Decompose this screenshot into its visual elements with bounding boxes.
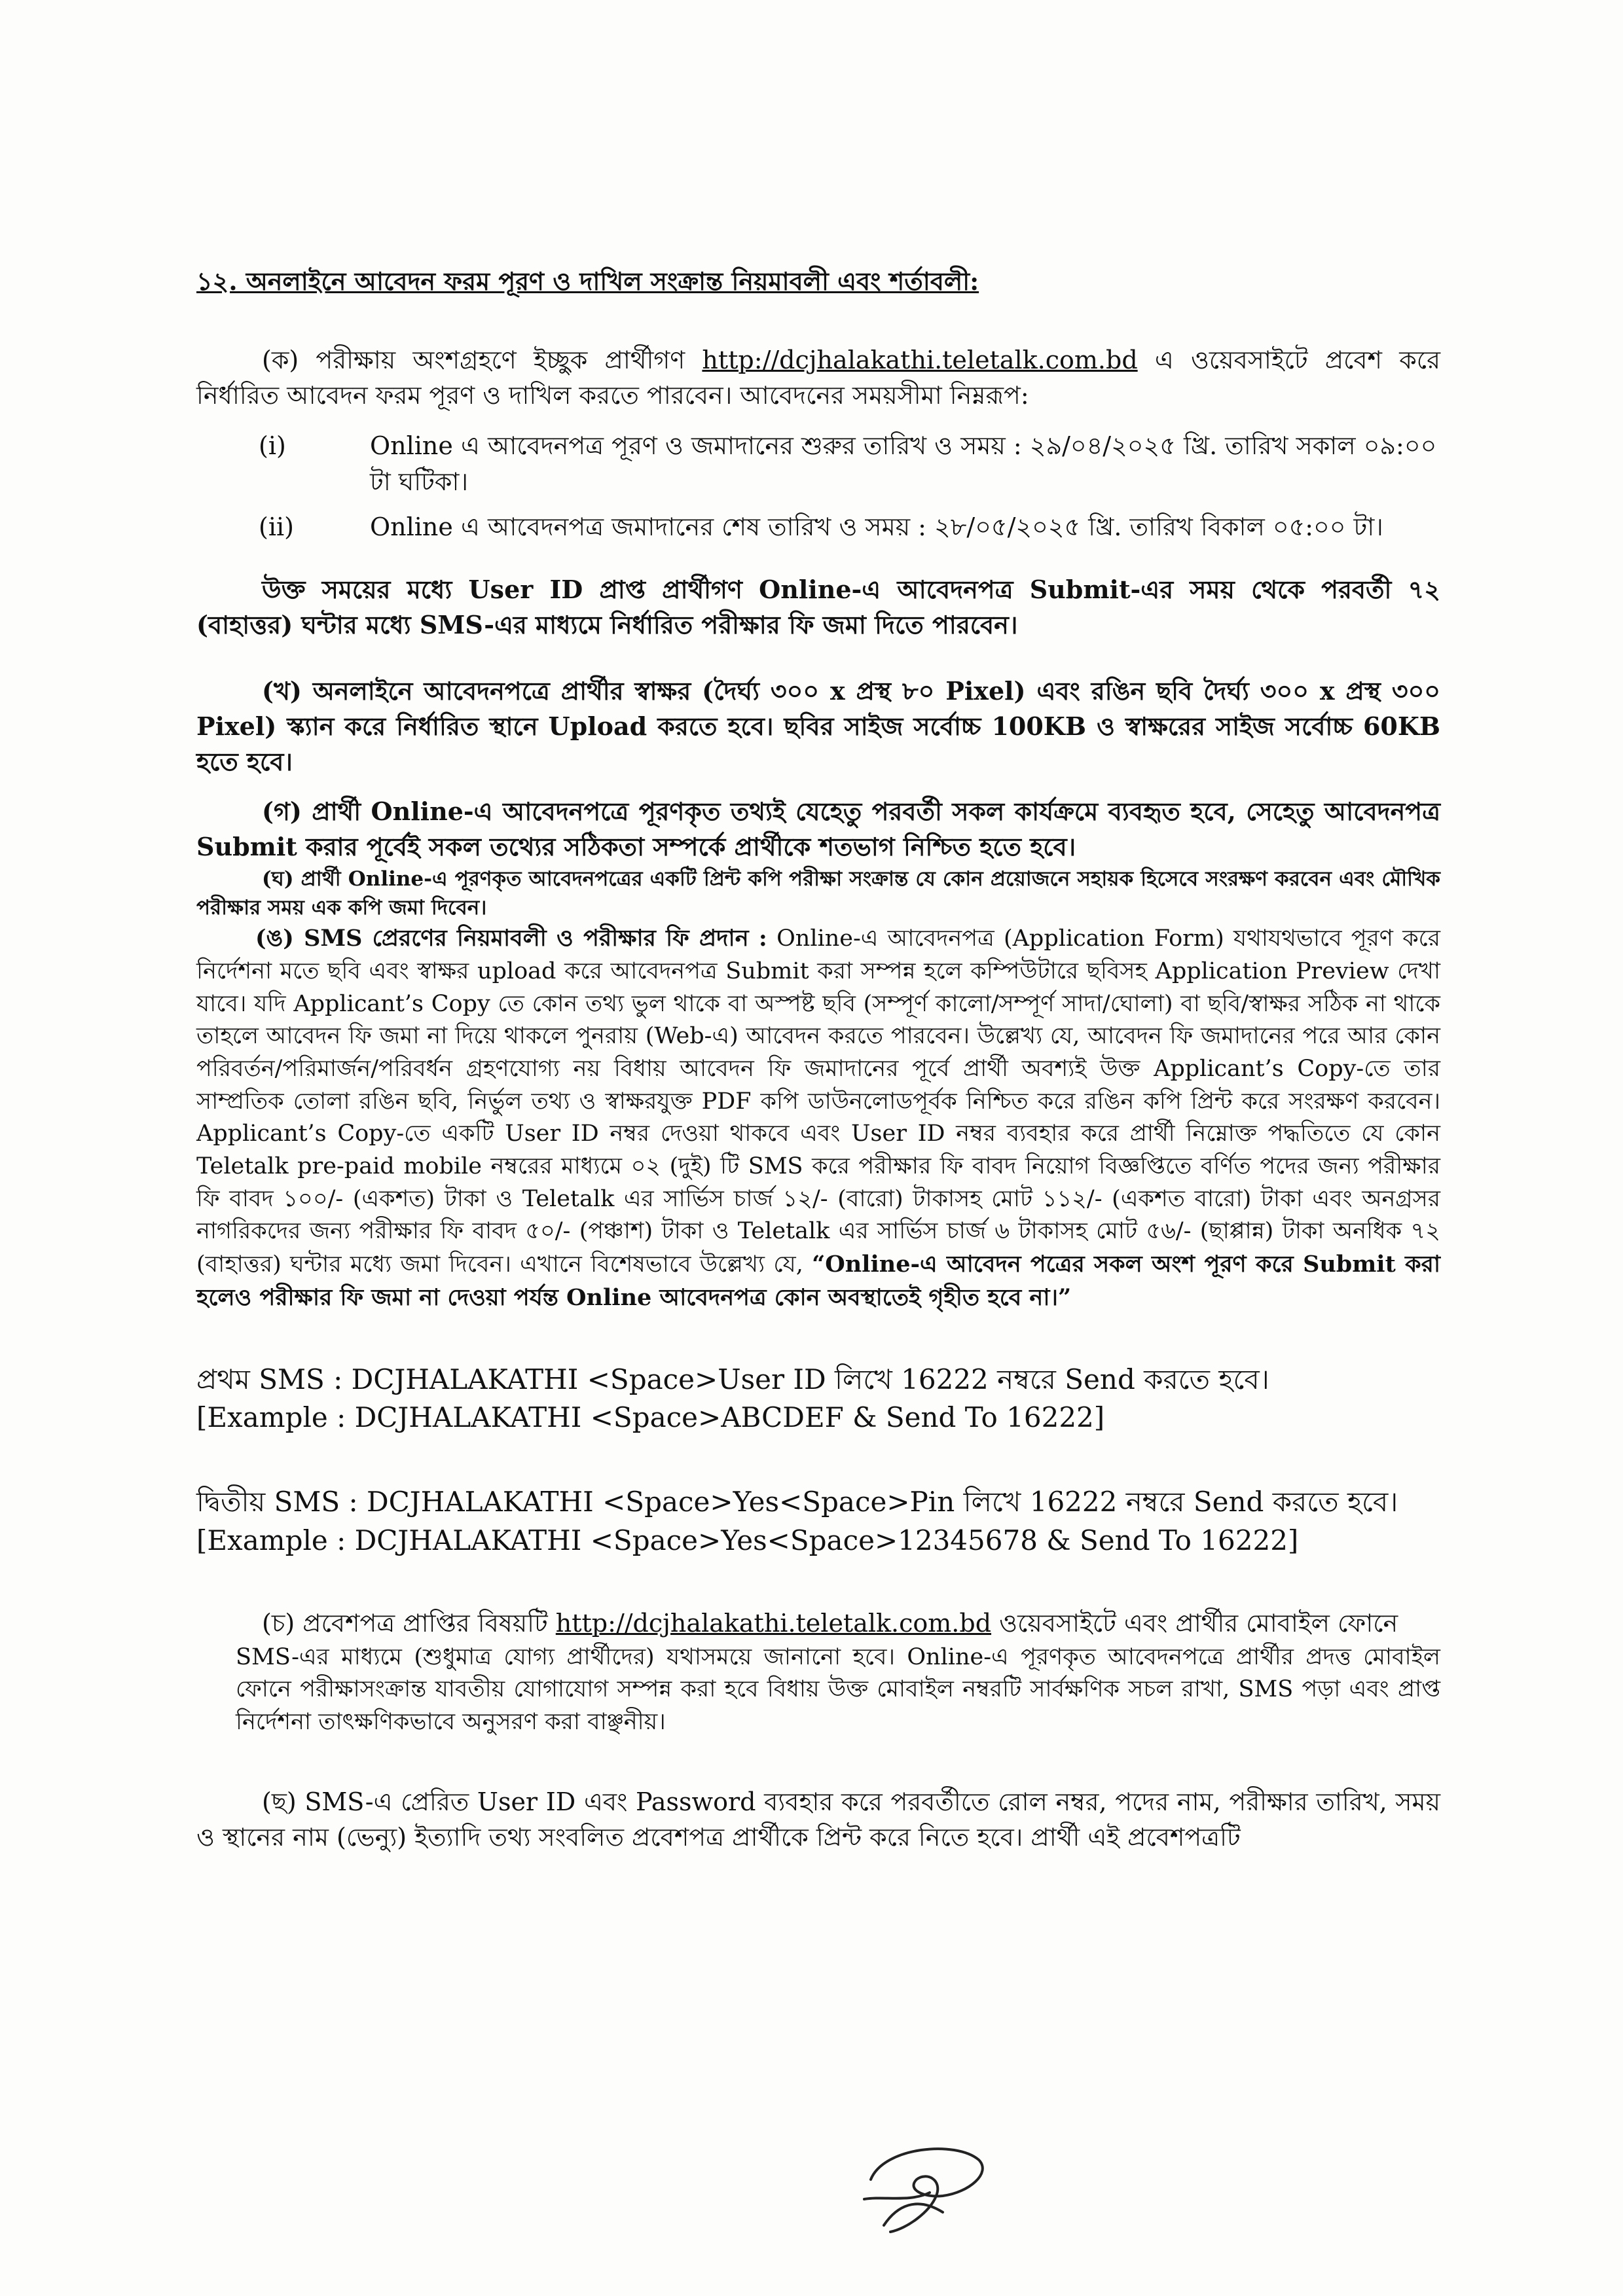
paragraph-cha-body: SMS-এর মাধ্যমে (শুধুমাত্র যোগ্য প্রার্থীদের) যথাসময়ে জানানো হবে। Online-এ পূরণকৃত আবেদনপত্রে প্রার্থীর প্রদত্ত মোবাইল ফোনে পরীক্ষাসংক্রান্ত যাবতীয় যোগাযোগ সম্পন্ন করা হবে বিধায় উক্ত মোবাইল নম্বরটি সার্বক্ষণিক সচল রাখা, SMS পড়া এবং প্রাপ্ত নির্দেশনা তাৎক্ষণিকভাবে অনুসরণ করা বাঞ্ছনীয়।: [236, 1643, 1440, 1736]
document-body: [196, 265, 1440, 1856]
second-sms-instruction: দ্বিতীয় SMS : DCJHALAKATHI <Space>Yes<Space>Pin লিখে 16222 নম্বরে Send করতে হবে।: [196, 1486, 1398, 1518]
paragraph-cha-suffix: ওয়েবসাইটে এবং প্রার্থীর মোবাইল ফোনে: [999, 1608, 1398, 1638]
paragraph-cha-prefix: (চ) প্রবেশপত্র প্রাপ্তির বিষয়টি: [262, 1608, 548, 1638]
website-link[interactable]: http://dcjhalakathi.teletalk.com.bd: [702, 346, 1138, 375]
schedule-item-text: Online এ আবেদনপত্র পূরণ ও জমাদানের শুরুর তারিখ ও সময় : ২৯/০৪/২০২৫ খ্রি. তারিখ সকাল ০৯:০০ টা ঘটিকা।: [370, 431, 1437, 497]
paragraph-uma-quote: “Online-এ আবেদন পত্রের সকল অংশ পূরণ করে Submit করা হলেও পরীক্ষার ফি জমা না দেওয়া পর্যন্ত Online আবেদনপত্র কোন অবস্থাতেই গৃহীত হবে না।”: [196, 1251, 1440, 1311]
schedule-item-number: (i): [259, 431, 286, 461]
paragraph-kha: (খ) অনলাইনে আবেদনপত্রে প্রার্থীর স্বাক্ষর (দৈর্ঘ্য ৩০০ x প্রস্থ ৮০ Pixel) এবং রঙিন ছবি দৈর্ঘ্য ৩০০ x প্রস্থ ৩০০ Pixel) স্ক্যান করে নির্ধারিত স্থানে Upload করতে হবে। ছবির সাইজ সর্বোচ্চ 100KB ও স্বাক্ষরের সাইজ সর্বোচ্চ 60KB হতে হবে।: [196, 676, 1440, 777]
signature-mark: [845, 2134, 995, 2238]
paragraph-gha: (ঘ) প্রার্থী Online-এ পূরণকৃত আবেদনপত্রের একটি প্রিন্ট কপি পরীক্ষা সংক্রান্ত যে কোন প্রয়োজনে সহায়ক হিসেবে সংরক্ষণ করবেন এবং মৌখিক পরীক্ষার সময় এক কপি জমা দিবেন।: [196, 867, 1440, 920]
paragraph-uma: [196, 922, 1440, 1314]
paragraph-ka-suffix: এ ওয়েবসাইটে প্রবেশ করে নির্ধারিত আবেদন ফরম পূরণ ও দাখিল করতে পারবেন। আবেদনের সময়সীমা নিম্নরূপ:: [196, 346, 1440, 410]
schedule-list: [196, 428, 1440, 545]
paragraph-user-id: উক্ত সময়ের মধ্যে User ID প্রাপ্ত প্রার্থীগণ Online-এ আবেদনপত্র Submit-এর সময় থেকে পরবর্তী ৭২ (বাহাত্তর) ঘন্টার মধ্যে SMS-এর মাধ্যমে নির্ধারিত পরীক্ষার ফি জমা দিতে পারবেন।: [196, 574, 1440, 639]
schedule-item-text: Online এ আবেদনপত্র জমাদানের শেষ তারিখ ও সময় : ২৮/০৫/২০২৫ খ্রি. তারিখ বিকাল ০৫:০০ টা।: [370, 512, 1383, 542]
section-heading: ১২. অনলাইনে আবেদন ফরম পূরণ ও দাখিল সংক্রান্ত নিয়মাবলী এবং শর্তাবলী:: [196, 266, 979, 296]
second-sms-example: [Example : DCJHALAKATHI <Space>Yes<Space>12345678 & Send To 16222]: [196, 1524, 1299, 1556]
first-sms-instruction: প্রথম SMS : DCJHALAKATHI <Space>User ID লিখে 16222 নম্বরে Send করতে হবে।: [196, 1363, 1269, 1395]
paragraph-uma-body: Online-এ আবেদনপত্র (Application Form) যথাযথভাবে পূরণ করে নির্দেশনা মতে ছবি এবং স্বাক্ষর upload করে আবেদনপত্র Submit করা সম্পন্ন হলে কম্পিউটারে ছবিসহ Application Preview দেখা যাবে। যদি Applicant’s Copy তে কোন তথ্য ভুল থাকে বা অস্পষ্ট ছবি (সম্পূর্ণ কালো/সম্পূর্ণ সাদা/ঘোলা) বা ছবি/স্বাক্ষর সঠিক না থাকে তাহলে আবেদন ফি জমা না দিয়ে থাকলে পুনরায় (Web-এ) আবেদন করতে পারবেন। উল্লেখ্য যে, আবেদন ফি জমাদানের পরে আর কোন পরিবর্তন/পরিমার্জন/পরিবর্ধন গ্রহণযোগ্য নয় বিধায় আবেদন ফি জমাদানের পূর্বে প্রার্থী অবশ্যই উক্ত Applicant’s Copy-তে তার সাম্প্রতিক তোলা রঙিন ছবি, নির্ভুল তথ্য ও স্বাক্ষরযুক্ত PDF কপি ডাউনলোডপূর্বক নিশ্চিত করে রঙিন কপি প্রিন্ট করে সংরক্ষণ করবেন। Applicant’s Copy-তে একটি User ID নম্বর দেওয়া থাকবে এবং User ID নম্বর ব্যবহার করে প্রার্থী নিম্নোক্ত পদ্ধতিতে যে কোন Teletalk pre-paid mobile নম্বরের মাধ্যমে ০২ (দুই) টি SMS করে পরীক্ষার ফি বাবদ নিয়োগ বিজ্ঞপ্তিতে বর্ণিত পদের জন্য পরীক্ষার ফি বাবদ ১০০/- (একশত) টাকা ও Teletalk এর সার্ভিস চার্জ ১২/- (বারো) টাকাসহ মোট ১১২/- (একশত বারো) টাকা এবং অনগ্রসর নাগরিকদের জন্য পরীক্ষার ফি বাবদ ৫০/- (পঞ্চাশ) টাকা ও Teletalk এর সার্ভিস চার্জ ৬ টাকাসহ মোট ৫৬/- (ছাপ্পান্ন) টাকা অনধিক ৭২ (বাহাত্তর) ঘন্টার মধ্যে জমা দিবেন। এখানে বিশেষভাবে উল্লেখ্য যে,: [196, 925, 1441, 1278]
website-link[interactable]: http://dcjhalakathi.teletalk.com.bd: [555, 1608, 992, 1638]
paragraph-chha: (ছ) SMS-এ প্রেরিত User ID এবং Password ব্যবহার করে পরবর্তীতে রোল নম্বর, পদের নাম, পরীক্ষার তারিখ, সময় ও স্থানের নাম (ভেন্যু) ইত্যাদি তথ্য সংবলিত প্রবেশপত্র প্রার্থীকে প্রিন্ট করে নিতে হবে। প্রার্থী এই প্রবেশপত্রটি: [196, 1787, 1440, 1852]
paragraph-uma-lead: (ঙ) SMS প্রেরণের নিয়মাবলী ও পরীক্ষার ফি প্রদান :: [255, 925, 767, 952]
schedule-item-end: [196, 509, 1440, 545]
paragraph-ka-prefix: (ক) পরীক্ষায় অংশগ্রহণে ইচ্ছুক প্রার্থীগণ: [262, 346, 685, 375]
first-sms-example: [Example : DCJHALAKATHI <Space>ABCDEF & Send To 16222]: [196, 1401, 1105, 1434]
paragraph-cha: [196, 1606, 1440, 1641]
paragraph-ka: [196, 343, 1440, 414]
schedule-item-number: (ii): [259, 512, 294, 542]
schedule-item-start: [196, 428, 1440, 500]
paragraph-ga: (গ) প্রার্থী Online-এ আবেদনপত্রে পূরণকৃত তথ্যই যেহেতু পরবর্তী সকল কার্যক্রমে ব্যবহৃত হবে, সেহেতু আবেদনপত্র Submit করার পূর্বেই সকল তথ্যের সঠিকতা সম্পর্কে প্রার্থীকে শতভাগ নিশ্চিত হতে হবে।: [196, 797, 1440, 862]
